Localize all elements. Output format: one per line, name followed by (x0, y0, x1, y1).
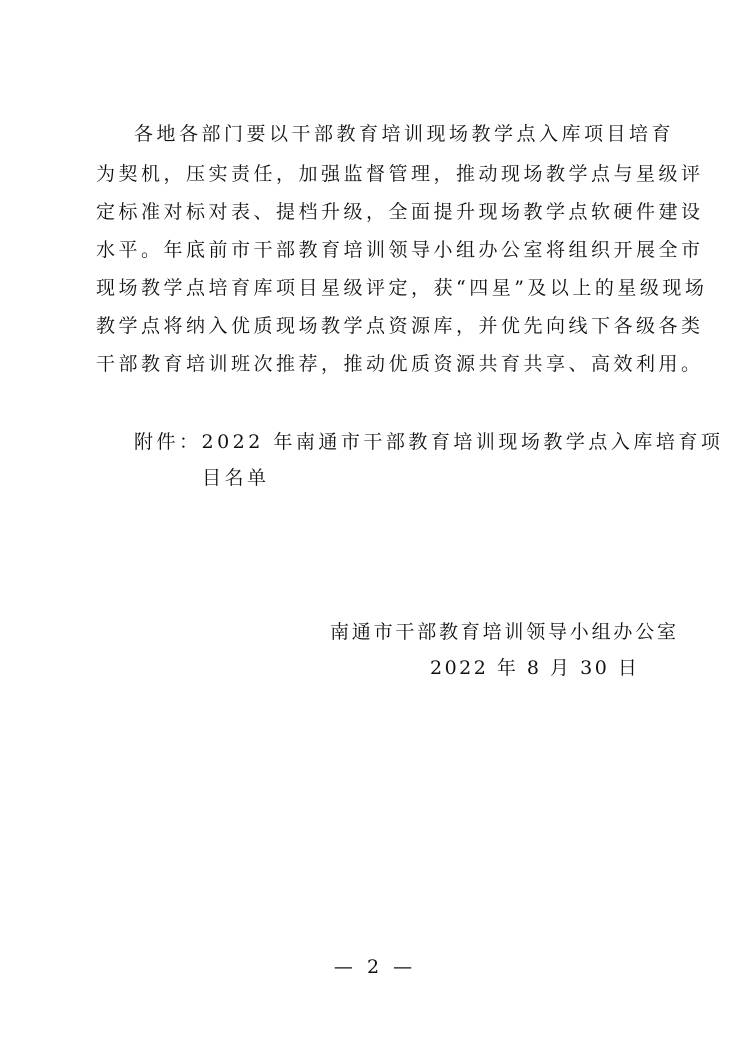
paragraph-line-3: 定标准对标对表、提档升级，全面提升现场教学点软硬件建设 (96, 201, 704, 223)
paragraph-line-6: 教学点将纳入优质现场教学点资源库，并优先向线下各级各类 (96, 315, 704, 337)
paragraph-line-4: 水平。年底前市干部教育培训领导小组办公室将组织开展全市 (96, 239, 704, 261)
paragraph-line-2: 为契机，压实责任，加强监督管理，推动现场教学点与星级评 (96, 163, 704, 185)
signature-organization: 南通市干部教育培训领导小组办公室 (330, 621, 679, 643)
attachment-continuation: 目名单 (202, 467, 270, 489)
signature-date: 2022 年 8 月 30 日 (430, 657, 640, 679)
page-number: — 2 — (333, 956, 417, 978)
paragraph-line-5: 现场教学点培育库项目星级评定，获“四星”及以上的星级现场 (96, 277, 708, 299)
paragraph-line-7: 干部教育培训班次推荐，推动优质资源共育共享、高效利用。 (96, 353, 704, 375)
attachment-label: 附件：2022 年南通市干部教育培训现场教学点入库培育项 (134, 431, 724, 453)
paragraph-line-1: 各地各部门要以干部教育培训现场教学点入库项目培育 (134, 123, 675, 145)
